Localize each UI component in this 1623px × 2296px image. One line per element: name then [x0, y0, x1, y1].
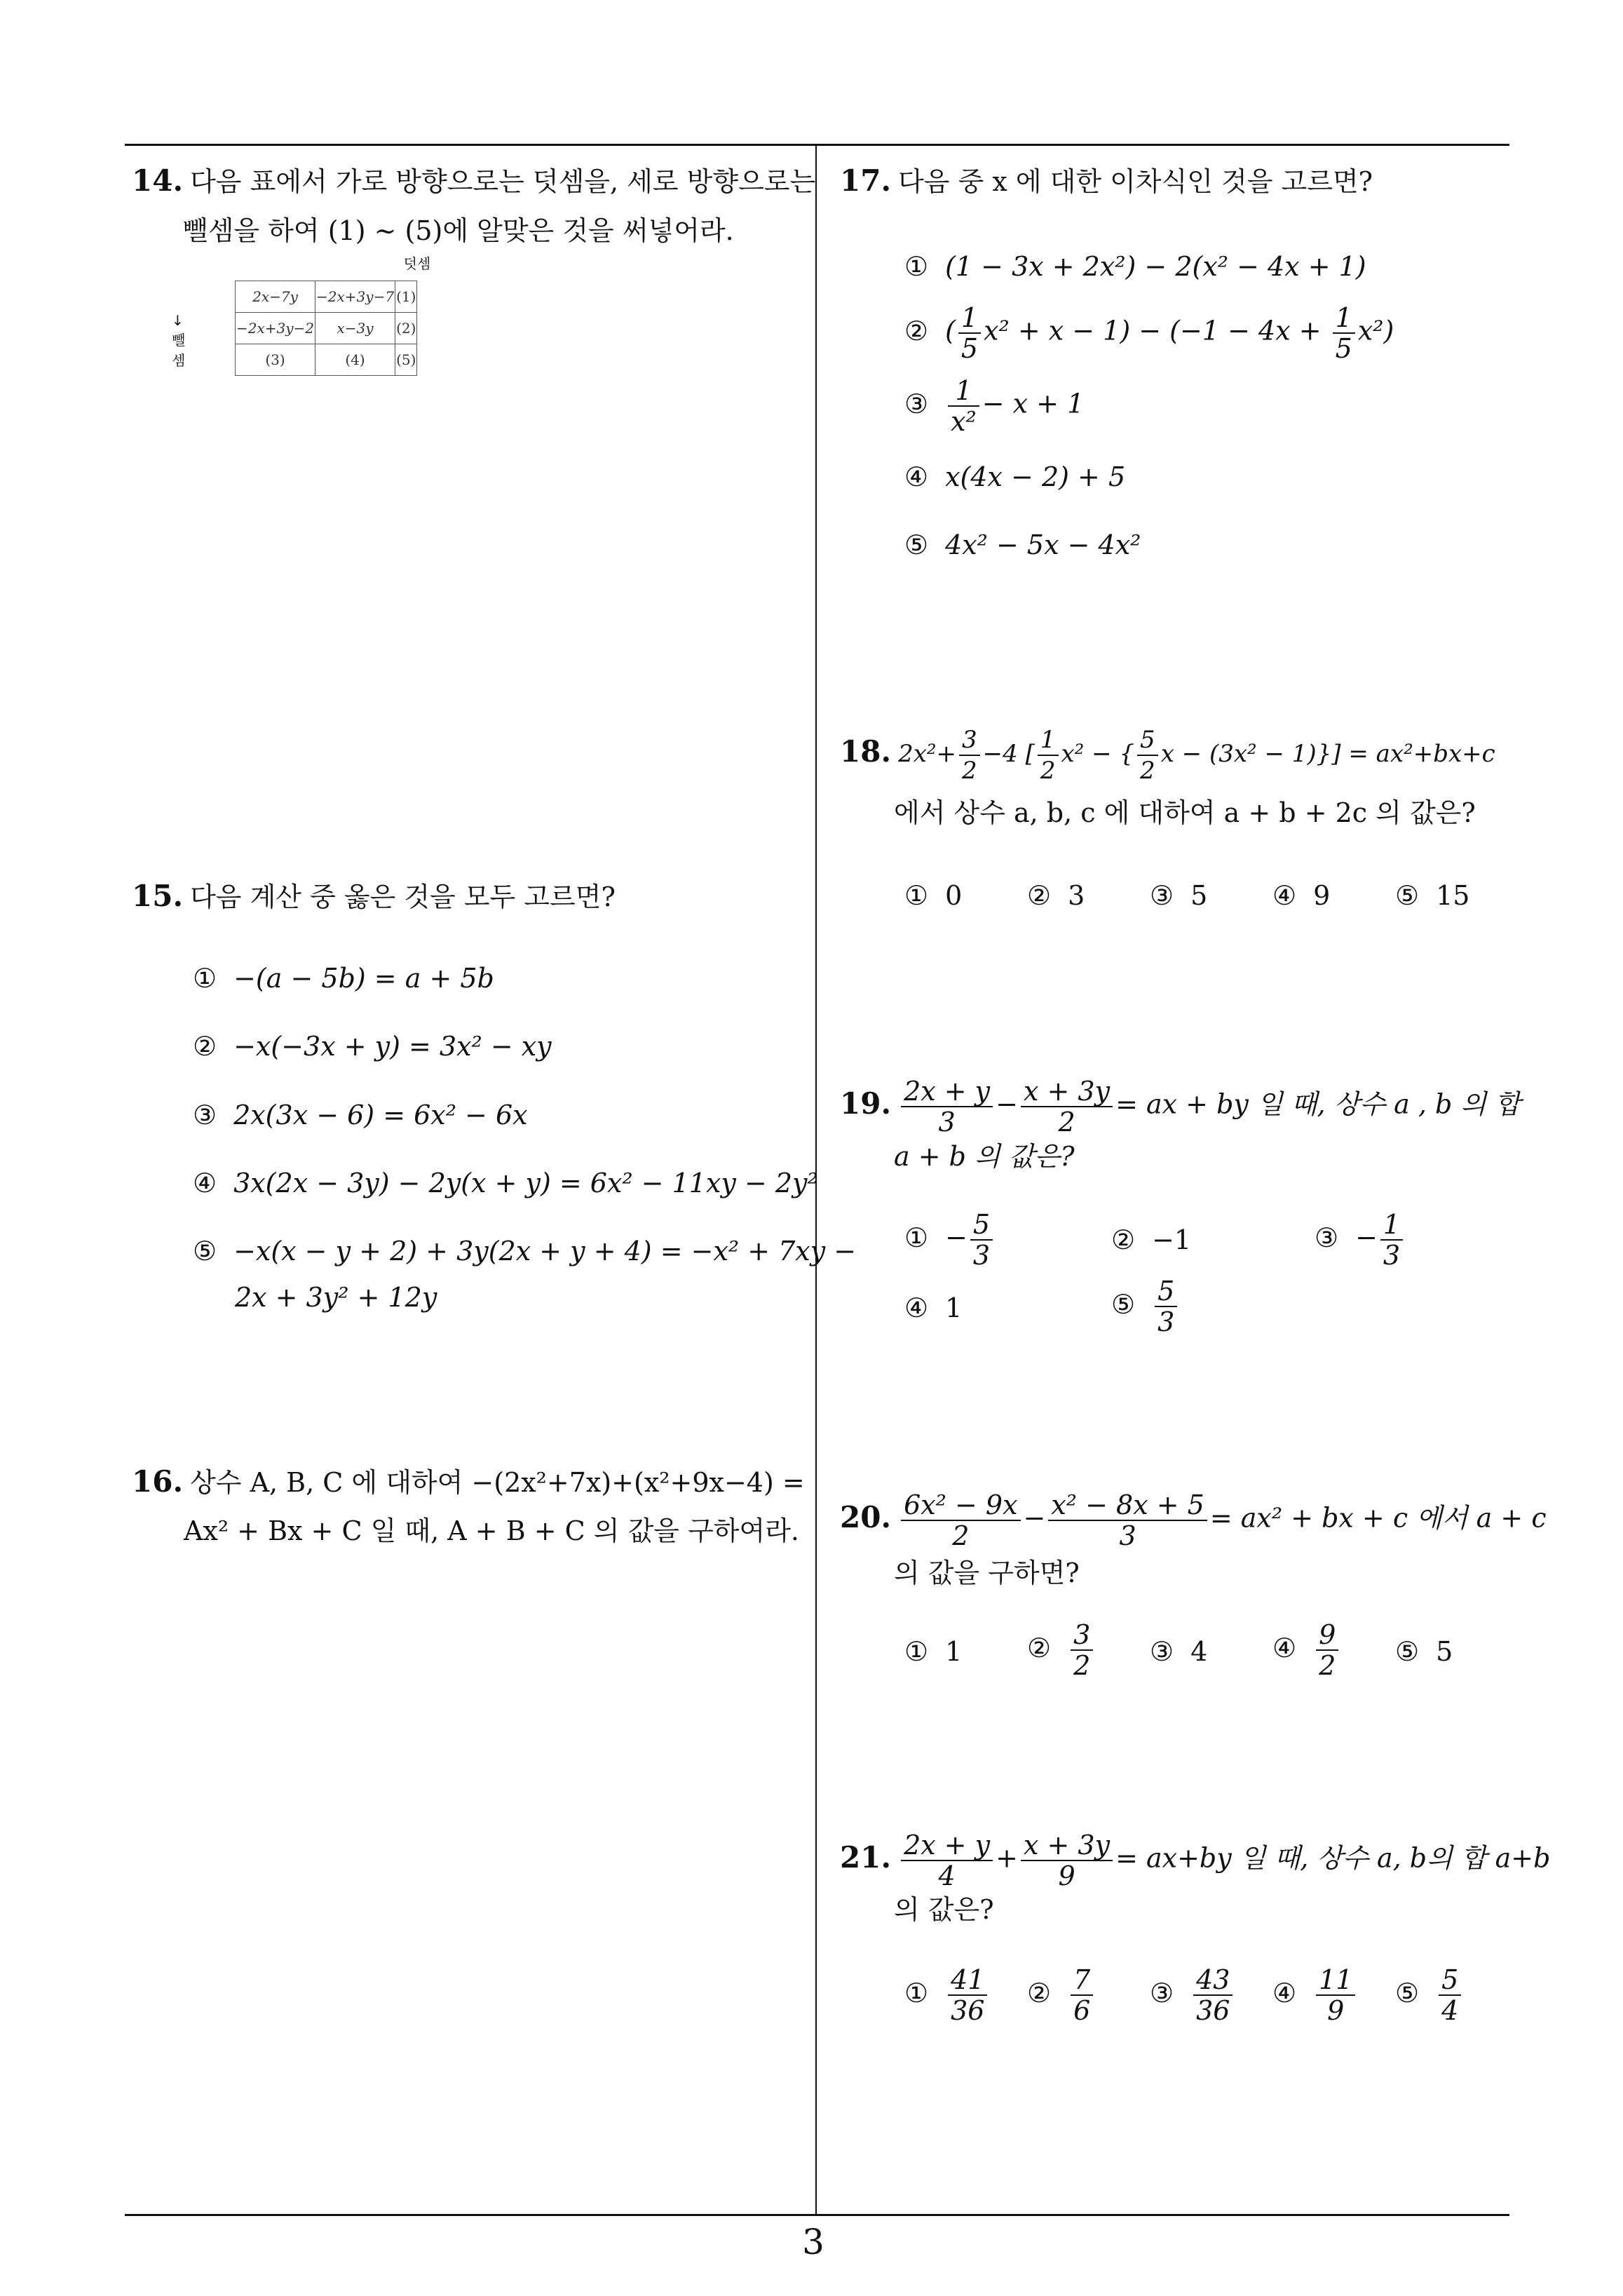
option-text: 1 [945, 1636, 963, 1667]
option-text: −(a − 5b) = a + 5b [233, 963, 494, 994]
equation-part: −4 [ [982, 740, 1035, 768]
sign: − [945, 1222, 967, 1253]
denominator: 36 [1196, 1995, 1230, 2026]
option-text: x²) [1357, 315, 1394, 346]
denominator: 5 [960, 333, 979, 364]
numerator: 1 [1038, 725, 1059, 756]
denominator: 2 [962, 757, 977, 785]
option-1[interactable] [904, 251, 1366, 282]
table-cell: (4) [315, 344, 395, 376]
option-mark: ⑤ [1395, 1977, 1420, 2008]
option-mark: ③ [193, 1100, 217, 1130]
fraction [1316, 1620, 1338, 1680]
option-mark: ④ [1272, 880, 1297, 911]
numerator: x + 3y [1021, 1830, 1113, 1861]
option-1[interactable] [193, 963, 494, 994]
fraction [1155, 1276, 1177, 1337]
option-1[interactable] [904, 1965, 990, 2025]
option-2[interactable] [1027, 1965, 1096, 2025]
table-cell: −2x+3y−2 [236, 313, 315, 344]
problem-21-equation [840, 1830, 1550, 1891]
denominator: 3 [1157, 1306, 1175, 1337]
option-mark: ③ [904, 388, 929, 419]
fraction [970, 1210, 993, 1270]
option-mark: ⑤ [1395, 880, 1420, 911]
problem-19-line2: a + b 의 값은? [894, 1141, 1075, 1172]
problem-number: 14. [132, 163, 184, 198]
table-cell: (1) [395, 281, 417, 313]
table-cell: (2) [395, 313, 417, 344]
option-2[interactable] [193, 1031, 552, 1062]
numerator: 3 [959, 725, 980, 756]
denominator: x² [951, 406, 977, 437]
fraction [1193, 1965, 1232, 2025]
sign: − [1355, 1222, 1378, 1253]
denominator: 9 [1058, 1861, 1075, 1891]
table-side-label: ↓ 뺄셈 [172, 312, 186, 369]
option-mark: ④ [1272, 1977, 1297, 2008]
denominator: 4 [938, 1861, 956, 1891]
numerator: 41 [948, 1965, 987, 1996]
option-mark: ② [1111, 1224, 1136, 1255]
problem-15-text: 다음 계산 중 옳은 것을 모두 고르면? [190, 882, 616, 912]
top-rule [125, 144, 1509, 146]
table-cell: x−3y [315, 313, 395, 344]
table-top-label: 덧셈 [403, 255, 431, 272]
denominator: 3 [938, 1107, 956, 1137]
table-cell: −2x+3y−7 [315, 281, 395, 313]
option-text: 4x² − 5x − 4x² [945, 529, 1141, 560]
table-row [236, 344, 417, 376]
option-mark: ③ [1150, 1636, 1174, 1667]
bottom-rule [125, 2214, 1509, 2216]
fraction [958, 303, 981, 363]
option-4[interactable] [1272, 880, 1330, 911]
equation-part: 2x²+ [898, 740, 957, 768]
problem-15-question [132, 875, 616, 914]
problem-number: 18. [840, 734, 892, 769]
option-mark: ② [1027, 1632, 1052, 1663]
numerator: 5 [1155, 1276, 1177, 1307]
operator: − [996, 1088, 1018, 1120]
option-text: 3 [1068, 880, 1085, 911]
option-text: 5 [1190, 880, 1208, 911]
numerator: 5 [1137, 725, 1158, 756]
numerator: x + 3y [1021, 1076, 1113, 1107]
numerator: 1 [1333, 303, 1355, 334]
problem-number: 16. [132, 1464, 184, 1499]
option-1[interactable] [904, 1210, 996, 1270]
numerator: 2x + y [901, 1076, 993, 1107]
numerator: 1 [1380, 1210, 1403, 1241]
fraction [1021, 1830, 1113, 1891]
option-text: −x(−3x + y) = 3x² − xy [233, 1031, 552, 1062]
option-text: − x + 1 [982, 388, 1085, 419]
option-mark: ④ [193, 1168, 217, 1198]
option-text: ( [945, 315, 956, 346]
option-mark: ① [193, 963, 217, 994]
table-cell: (5) [395, 344, 417, 376]
fraction [959, 725, 980, 785]
problem-20-equation [840, 1490, 1547, 1551]
problem-number: 17. [840, 163, 892, 198]
option-4[interactable] [904, 461, 1125, 492]
denominator: 2 [1140, 757, 1155, 785]
option-mark: ③ [1150, 880, 1174, 911]
denominator: 2 [1040, 757, 1056, 785]
problem-number: 21. [840, 1839, 892, 1875]
denominator: 4 [1441, 1995, 1459, 2026]
fraction [1380, 1210, 1403, 1270]
problem-16-line2: Ax² + Bx + C 일 때, A + B + C 의 값을 구하여라. [184, 1515, 799, 1546]
operator: − [1023, 1502, 1046, 1534]
numerator: 6x² − 9x [901, 1490, 1020, 1521]
option-mark: ④ [904, 461, 929, 492]
option-mark: ② [193, 1031, 217, 1062]
option-5[interactable] [1395, 1636, 1453, 1667]
table-cell: 2x−7y [236, 281, 315, 313]
option-3[interactable] [1150, 1965, 1235, 2025]
option-text: 15 [1436, 880, 1470, 911]
option-text: 1 [945, 1292, 963, 1323]
option-4[interactable] [904, 1292, 962, 1323]
table-grid [235, 281, 417, 376]
denominator: 6 [1073, 1995, 1091, 2026]
option-mark: ⑤ [1395, 1636, 1420, 1667]
denominator: 3 [1383, 1240, 1401, 1271]
numerator: x² − 8x + 5 [1048, 1490, 1207, 1521]
option-text: 3x(2x − 3y) − 2y(x + y) = 6x² − 11xy − 2y² [233, 1168, 818, 1198]
option-mark: ④ [1272, 1632, 1297, 1663]
problem-14-text: 다음 표에서 가로 방향으로는 덧셈을, 세로 방향으로는 [190, 166, 816, 197]
problem-number: 19. [840, 1086, 892, 1121]
option-mark: ④ [904, 1292, 929, 1323]
fraction [948, 1965, 987, 2025]
equation-part: x − (3x² − 1)}] = ax²+bx+c [1160, 740, 1495, 768]
option-mark: ⑤ [193, 1236, 217, 1267]
option-5[interactable] [904, 529, 1141, 560]
option-text: x(4x − 2) + 5 [945, 461, 1126, 492]
fraction [1333, 303, 1355, 363]
option-5[interactable] [193, 1236, 856, 1267]
numerator: 3 [1071, 1620, 1093, 1651]
problem-16-line1 [132, 1461, 805, 1499]
numerator: 1 [948, 376, 979, 407]
option-2[interactable] [904, 303, 1394, 363]
option-mark: ② [1027, 880, 1052, 911]
denominator: 2 [952, 1520, 970, 1551]
equation-part: = ax+by 일 때, 상수 a, b의 합 a+b [1115, 1842, 1551, 1874]
fraction [901, 1830, 993, 1891]
option-text: 0 [945, 880, 963, 911]
table-row [236, 313, 417, 344]
problem-17-text: 다음 중 x 에 대한 이차식인 것을 고르면? [898, 166, 1373, 197]
denominator: 3 [1119, 1520, 1136, 1551]
numerator: 1 [958, 303, 981, 334]
option-mark: ② [904, 315, 929, 346]
option-text: 4 [1190, 1636, 1208, 1667]
option-3[interactable] [1150, 880, 1207, 911]
fraction [1439, 1965, 1461, 2025]
problem-14-line1 [132, 160, 815, 198]
numerator: 7 [1071, 1965, 1093, 1996]
option-2[interactable] [1027, 1620, 1096, 1680]
denominator: 2 [1058, 1107, 1075, 1137]
fraction [1038, 725, 1059, 785]
numerator: 9 [1316, 1620, 1338, 1651]
numerator: 11 [1316, 1965, 1355, 1996]
numerator: 5 [1439, 1965, 1461, 1996]
option-text: −x(x − y + 2) + 3y(2x + y + 4) = −x² + 7xy − [233, 1236, 857, 1267]
fraction [901, 1076, 993, 1137]
option-mark: ① [904, 1977, 929, 2008]
problem-17-question [840, 160, 1373, 198]
denominator: 5 [1335, 333, 1352, 364]
fraction [1137, 725, 1158, 785]
option-3[interactable] [1315, 1210, 1406, 1270]
option-4[interactable] [1272, 1965, 1358, 2025]
fraction [1071, 1620, 1093, 1680]
option-1[interactable] [904, 1636, 962, 1667]
option-text: 5 [1436, 1636, 1453, 1667]
fraction [1021, 1076, 1113, 1137]
page-number: 3 [802, 2222, 824, 2262]
option-2[interactable] [1111, 1224, 1191, 1255]
equation-part: x² − { [1061, 740, 1135, 768]
fraction [948, 376, 979, 436]
fraction [901, 1490, 1020, 1551]
numerator: 43 [1193, 1965, 1232, 1996]
problem-18-equation [840, 725, 1495, 785]
problem-14-line2: 뺄셈을 하여 (1) ~ (5)에 알맞은 것을 써넣어라. [182, 215, 734, 246]
option-text: (1 − 3x + 2x²) − 2(x² − 4x + 1) [945, 251, 1366, 282]
problem-20-line2: 의 값을 구하면? [894, 1558, 1080, 1588]
table-cell: (3) [236, 344, 315, 376]
problem-18-line2: 에서 상수 a, b, c 에 대하여 a + b + 2c 의 값은? [894, 797, 1476, 828]
fraction [1316, 1965, 1355, 2025]
option-mark: ① [904, 1636, 929, 1667]
option-text: −1 [1152, 1224, 1192, 1255]
equation-part: = ax + by 일 때, 상수 a , b 의 합 [1115, 1088, 1521, 1120]
option-3[interactable] [1150, 1636, 1207, 1667]
denominator: 3 [972, 1240, 991, 1271]
option-mark: ① [904, 1222, 929, 1253]
option-mark: ⑤ [1111, 1288, 1136, 1320]
numerator: 2x + y [901, 1830, 993, 1861]
option-mark: ② [1027, 1977, 1052, 2008]
option-5-continuation: 2x + 3y² + 12y [235, 1282, 437, 1313]
option-2[interactable] [1027, 880, 1085, 911]
fraction [1071, 1965, 1093, 2025]
option-5[interactable] [1395, 880, 1469, 911]
option-mark: ① [904, 880, 929, 911]
option-mark: ① [904, 251, 929, 282]
problem-19-equation [840, 1076, 1521, 1137]
denominator: 9 [1327, 1995, 1345, 2026]
denominator: 2 [1073, 1650, 1091, 1681]
option-text: x² + x − 1) − (−1 − 4x + [984, 315, 1330, 346]
option-mark: ③ [1150, 1977, 1174, 2008]
equation-part: = ax² + bx + c 에서 a + c [1209, 1502, 1547, 1534]
option-4[interactable] [1272, 1620, 1341, 1680]
problem-number: 20. [840, 1499, 892, 1534]
option-3[interactable] [193, 1100, 528, 1130]
option-mark: ⑤ [904, 529, 929, 560]
operator: + [996, 1842, 1018, 1874]
problem-21-line2: 의 값은? [894, 1894, 994, 1925]
table-row [236, 281, 417, 313]
numerator: 5 [970, 1210, 993, 1241]
option-text: 9 [1313, 880, 1331, 911]
option-5[interactable] [1111, 1276, 1180, 1337]
option-5[interactable] [1395, 1965, 1464, 2025]
option-mark: ③ [1315, 1222, 1339, 1253]
denominator: 36 [951, 1995, 985, 2026]
option-1[interactable] [904, 880, 962, 911]
option-text: 2x(3x − 6) = 6x² − 6x [233, 1100, 528, 1130]
problem-number: 15. [132, 879, 184, 913]
problem-16-text: 상수 A, B, C 에 대하여 −(2x²+7x)+(x²+9x−4) = [190, 1467, 805, 1498]
denominator: 2 [1319, 1650, 1336, 1681]
fraction [1048, 1490, 1207, 1551]
option-3[interactable] [904, 376, 1084, 436]
option-4[interactable] [193, 1168, 818, 1198]
